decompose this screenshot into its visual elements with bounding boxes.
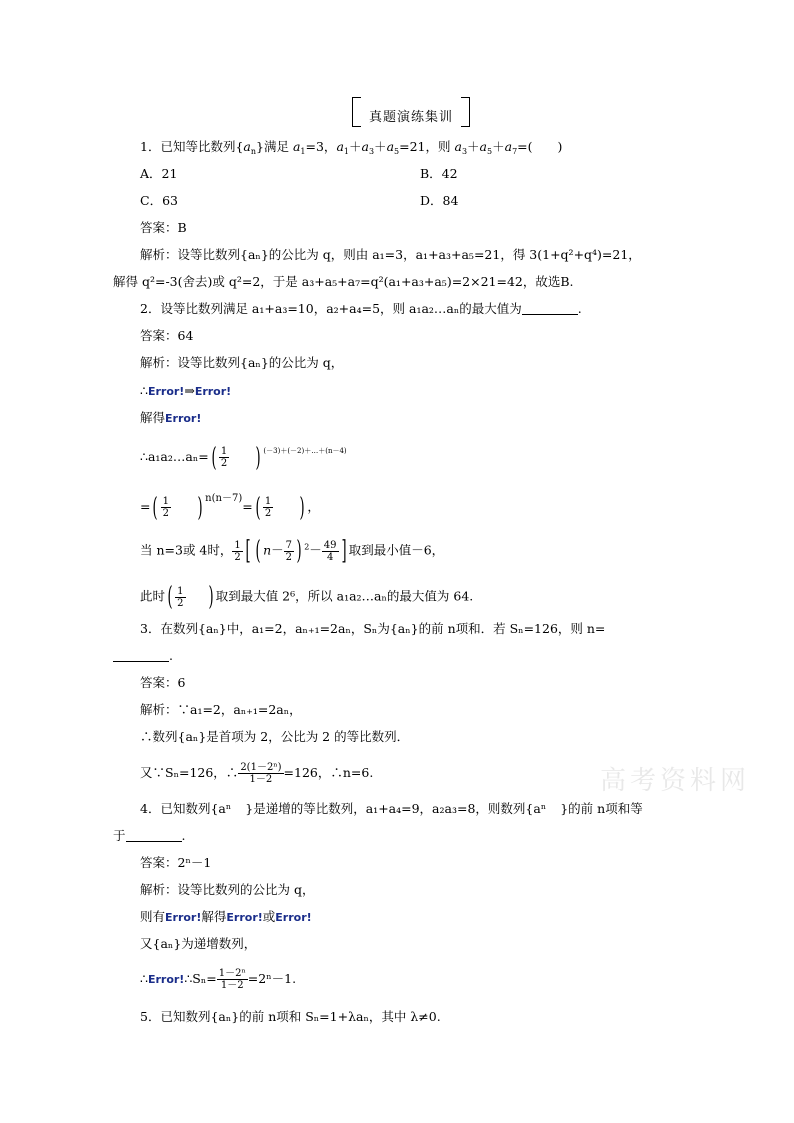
- q2-product-line: ∴a₁a₂…aₙ=( $\frac{1}{2}$ ) $^{(-3)+(-2)+\dots+(n-4)}$: [140, 442, 347, 473]
- q3-analysis-2: ∴数列{aₙ}是首项为 2，公比为 2 的等比数列．: [140, 729, 410, 744]
- q5-stem: 5．已知数列{aₙ}的前 n项和 Sₙ=1+λaₙ，其中 λ≠0.: [140, 1009, 441, 1024]
- q2-eq-line: =( $\frac{1}{2}$ ) $^{n(n-7)}$=( $\frac{1}{2}$ ) ，: [140, 492, 320, 523]
- q2-solve-line: 解得Error!: [140, 410, 202, 425]
- q4-analysis-4: ∴Error!∴Sₙ= $\frac{\text{1－2ⁿ}}{1-2}$ =2ⁿ－1.: [140, 968, 297, 991]
- answer-blank[interactable]: [522, 302, 578, 315]
- watermark: 高考资料网: [600, 766, 751, 796]
- q1-answer: 答案：B: [140, 220, 187, 235]
- q1-option-b: B．42: [420, 166, 458, 181]
- q4-stem-end: 于 .: [113, 828, 186, 843]
- q2-analysis-1: 解析：设等比数列{aₙ}的公比为 q，: [140, 355, 344, 370]
- q3-stem: 3．在数列{aₙ}中，a₁=2，aₙ₊₁=2aₙ，Sₙ为{aₙ}的前 n项和．若 Sₙ=126，则 n=: [140, 621, 606, 636]
- section-title-box: [352, 97, 470, 127]
- q3-analysis-3: 又∵Sₙ=126，∴ $\frac{\text{2(1－2ⁿ)}}{1-2}$ =126，∴n=6.: [140, 762, 374, 785]
- q1-analysis-1: 解析：设等比数列{aₙ}的公比为 q，则由 a₁=3，a₁+a₃+a₅=21，得 3(1+q²+q⁴)=21，: [140, 247, 641, 262]
- section-title: 真题演练集训: [368, 110, 453, 125]
- q2-answer: 答案：64: [140, 328, 194, 343]
- q2-max-line: 此时( $\frac{1}{2}$ ) 取到最大值 2⁶，所以 a₁a₂…aₙ的最大值为 64.: [140, 582, 474, 612]
- q1-analysis-2: 解得 q²=-3(舍去)或 q²=2，于是 a₃+a₅+a₇=q²(a₁+a₃+a₅)=2×21=42，故选B.: [113, 274, 574, 289]
- q4-analysis-1: 解析：设等比数列的公比为 q，: [140, 882, 315, 897]
- q1-option-d: D．84: [420, 193, 459, 208]
- q3-stem-end: .: [113, 647, 173, 665]
- q3-analysis-1: 解析：∵a₁=2，aₙ₊₁=2aₙ，: [140, 702, 302, 717]
- q4-stem: 4．已知数列{aⁿ }是递增的等比数列，a₁+a₄=9，a₂a₃=8，则数列{aⁿ }的前 n项和等: [140, 801, 643, 816]
- q4-answer: 答案：2ⁿ－1: [140, 855, 212, 870]
- q1-option-c: C．63: [140, 193, 178, 208]
- q4-analysis-2: 则有Error!解得Error!或Error!: [140, 909, 312, 924]
- q1-stem: 1．已知等比数列$\{a_n\}$满足 $a_1=3$，$a_1+a_3+a_5=21$，则 $a_3+a_5+a_7=$( ): [140, 139, 563, 156]
- q2-therefore-line: ∴Error!⇒Error!: [140, 383, 232, 398]
- answer-blank[interactable]: [126, 829, 182, 842]
- q1-option-a: A．21: [140, 166, 178, 181]
- q3-answer: 答案：6: [140, 675, 186, 690]
- q4-analysis-3: 又{aₙ}为递增数列，: [140, 936, 257, 951]
- q2-stem: 2．设等比数列满足 a₁+a₃=10，a₂+a₄=5，则 a₁a₂…aₙ的最大值为 .: [140, 301, 582, 316]
- answer-blank[interactable]: [113, 649, 169, 662]
- q2-when-line: 当 n=3或 4时， $\frac{1}{2}$ [ ( n－ $\frac{7}{2}$ ) $^2$－ $\frac{49}{4}$ ] 取到最小值－6，: [140, 536, 445, 566]
